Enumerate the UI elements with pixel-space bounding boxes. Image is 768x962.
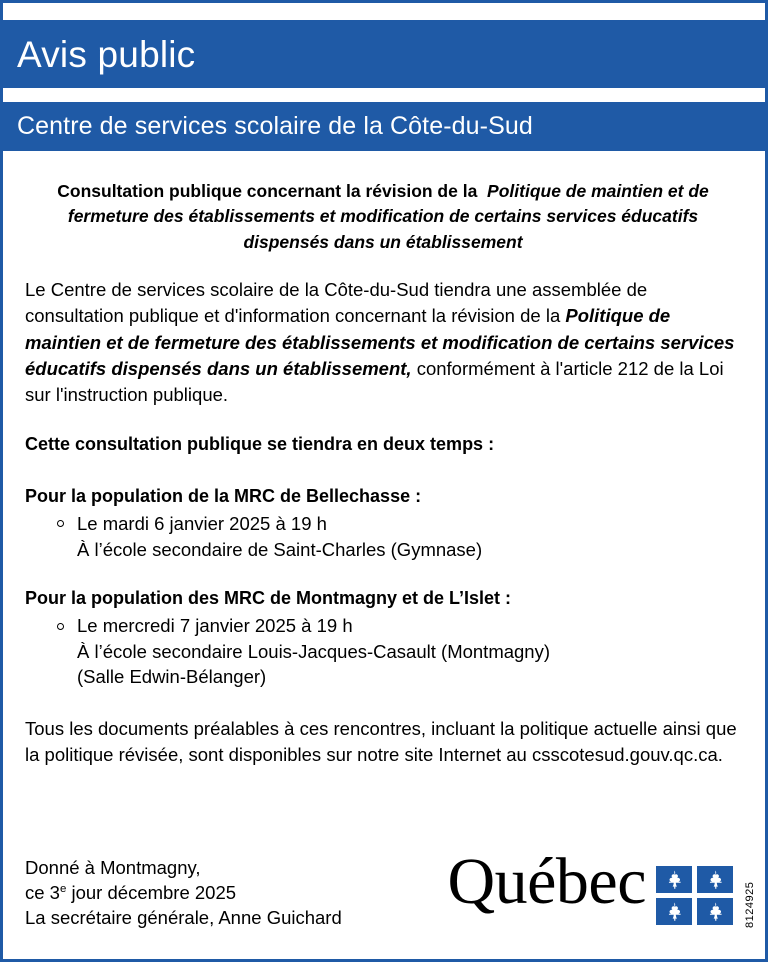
section-heading-bellechasse: Pour la population de la MRC de Bellechasse : bbox=[25, 486, 422, 506]
meeting-date: Le mercredi 7 janvier 2025 à 19 h bbox=[77, 615, 353, 637]
page-title: Avis public bbox=[17, 33, 196, 75]
closing-paragraph: Tous les documents préalables à ces rencontres, incluant la politique actuelle ainsi que la politique révisée, sont disponibles sur notre site Internet au csscotesud.gouv.qc.ca. bbox=[25, 717, 737, 766]
signature-date-rest: jour décembre 2025 bbox=[66, 881, 237, 903]
consultation-lead-in: Cette consultation publique se tiendra en deux temps : bbox=[25, 434, 495, 455]
signature-date-ordinal: e bbox=[59, 882, 67, 895]
meeting-date: Le mardi 6 janvier 2025 à 19 h bbox=[77, 513, 327, 535]
meeting-list-montmagny-lislet bbox=[25, 613, 737, 690]
signature-block bbox=[25, 844, 342, 931]
intro-paragraph-policy-name: Politique de maintien et de fermeture des établissements et modification de certains services éducatifs dispensés dans un établissement, bbox=[25, 305, 735, 379]
consultation-section-bellechasse bbox=[25, 484, 737, 562]
organization-name: Centre de services scolaire de la Côte-du-Sud bbox=[17, 112, 533, 140]
quebec-flag-grid-icon bbox=[656, 866, 733, 925]
signature-date-prefix: ce 3 bbox=[25, 881, 60, 903]
notice-subject-policy-name: Politique de maintien et de fermeture des établissements et modification de certains services éducatifs dispensés dans un établissement bbox=[67, 181, 709, 252]
fleur-de-lis-icon bbox=[656, 866, 692, 893]
intro-paragraph bbox=[25, 277, 737, 408]
organization-banner bbox=[3, 102, 765, 151]
meeting-venue: À l’école secondaire de Saint-Charles (Gymnase) bbox=[77, 538, 483, 560]
fleur-de-lis-icon bbox=[697, 898, 733, 925]
meeting-list-bellechasse bbox=[25, 511, 737, 562]
notice-subject-upright: Consultation publique concernant la révision de la bbox=[57, 181, 478, 201]
notice-header-banner bbox=[3, 20, 765, 88]
header-mid-spacer bbox=[3, 88, 765, 102]
signature-place: Donné à Montmagny, bbox=[25, 857, 201, 878]
signature-date bbox=[25, 881, 342, 906]
meeting-venue: À l’école secondaire Louis-Jacques-Casault (Montmagny) bbox=[77, 640, 551, 662]
header-top-spacer bbox=[3, 3, 765, 20]
signature-signer: La secrétaire générale, Anne Guichard bbox=[25, 906, 342, 928]
meeting-venue-room: (Salle Edwin-Bélanger) bbox=[77, 666, 267, 688]
list-item bbox=[77, 613, 737, 690]
bullet-circle-icon bbox=[57, 520, 64, 527]
section-heading-montmagny-lislet: Pour la population des MRC de Montmagny et de L’Islet : bbox=[25, 588, 512, 609]
consultation-section-montmagny-lislet bbox=[25, 586, 737, 690]
fleur-de-lis-icon bbox=[656, 898, 692, 925]
fleur-de-lis-icon bbox=[697, 866, 733, 893]
intro-paragraph-part-2: conformément à l'article 212 de la Loi sur l'instruction publique. bbox=[25, 357, 724, 406]
reference-number: 8124925 bbox=[744, 881, 756, 928]
quebec-wordmark: Québec bbox=[447, 845, 646, 918]
bullet-circle-icon bbox=[57, 623, 64, 630]
intro-paragraph-part-1: Le Centre de services scolaire de la Côte-du-Sud tiendra une assemblée de consultation publique et d'information concernant la révision de la bbox=[25, 279, 648, 327]
list-item bbox=[77, 511, 737, 562]
quebec-logo bbox=[447, 844, 762, 928]
notice-subject-title bbox=[47, 179, 719, 255]
notice-footer bbox=[6, 844, 762, 956]
notice-content bbox=[3, 151, 765, 768]
